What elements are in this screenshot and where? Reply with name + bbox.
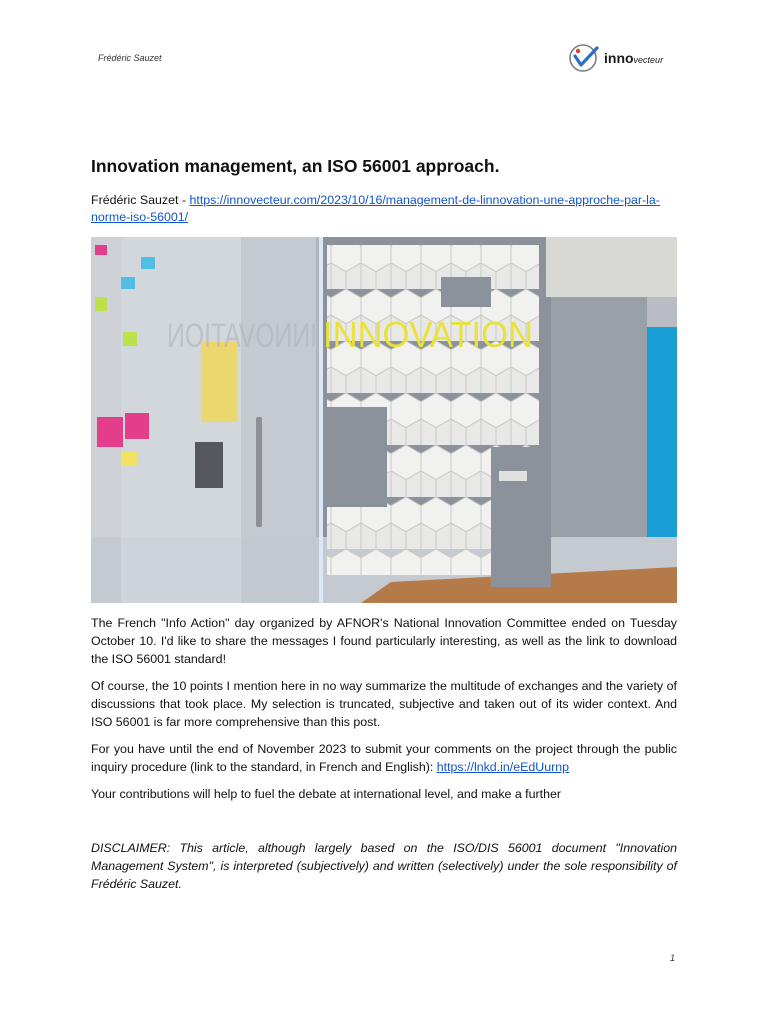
header-author: Frédéric Sauzet [98, 53, 162, 63]
paragraph-3-text: For you have until the end of November 2023 to submit your comments on the project through the public inquiry procedure (link to the standard, in French and English): [91, 742, 677, 774]
article-byline [91, 192, 677, 226]
byline-author: Frédéric Sauzet - [91, 193, 190, 207]
innovecteur-logo[interactable] [568, 42, 672, 74]
logo-emblem-icon [568, 42, 602, 74]
image-sign-reflection: INNOVATION [167, 317, 317, 355]
page-number: 1 [670, 953, 676, 963]
paragraph-1: The French "Info Action" day organized by AFNOR's National Innovation Committee ended on Tuesday October 10. I'd like to share the messages I found particularly interesting, as well as the link to download the ISO 56001 standard! [91, 616, 677, 666]
byline-link[interactable]: https://innovecteur.com/2023/10/16/management-de-linnovation-une-approche-par-la-norme-iso-56001/ [91, 193, 660, 224]
paragraph-4: Your contributions will help to fuel the debate at international level, and make a further [91, 787, 561, 801]
image-sign-text: INNOVATION [323, 314, 533, 355]
disclaimer: DISCLAIMER: This article, although largely based on the ISO/DIS 56001 document "Innovation Management System", is interpreted (subjectively) and written (selectively) under the sole responsibility of Frédéric Sauzet. [91, 841, 677, 891]
paragraph-3 [91, 740, 677, 776]
paragraph-2: Of course, the 10 points I mention here in no way summarize the multitude of exchanges and the variety of discussions that took place. My selection is truncated, subjective and taken out of its wider context. And ISO 56001 is far more comprehensive than this post. [91, 679, 677, 729]
article-title: Innovation management, an ISO 56001 approach. [91, 156, 500, 176]
logo-text-main: inno [604, 50, 634, 66]
logo-text-suffix: vecteur [633, 55, 664, 65]
logo-wordmark [604, 50, 663, 66]
standard-link[interactable]: https://lnkd.in/eEdUurnp [436, 760, 569, 774]
innovation-wall-photo [91, 237, 677, 603]
